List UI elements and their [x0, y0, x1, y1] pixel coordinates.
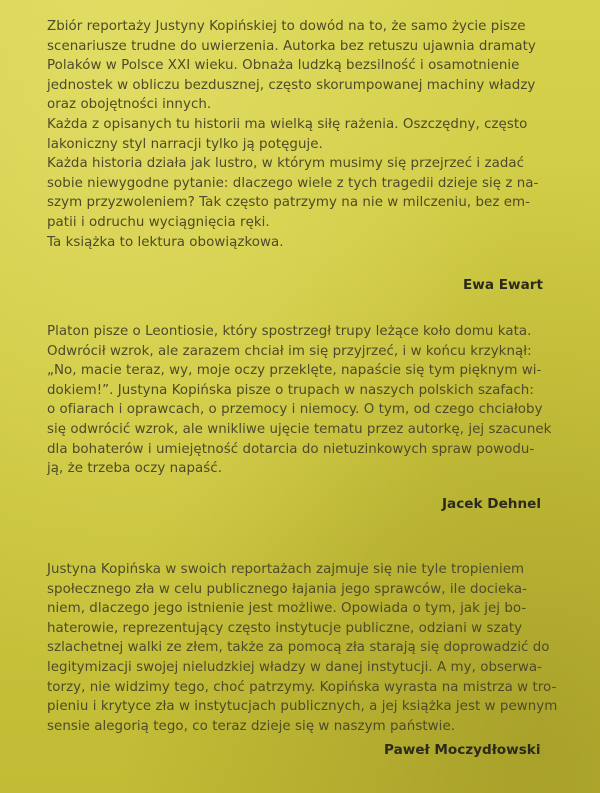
review-line: scenariusze trudne do uwierzenia. Autorka bez retuszu ujawnia dramaty	[47, 38, 536, 54]
review-line: szym przyzwoleniem? Tak często patrzymy na nie w milczeniu, bez em-	[47, 195, 530, 211]
review-text	[47, 560, 567, 736]
review-pawel-moczydlowski	[47, 560, 567, 736]
review-line: jednostek w obliczu bezdusznej, często skorumpowanej machiny władzy	[47, 77, 536, 93]
review-line: szlachetnej walki ze złem, także za pomocą zła starają się doprowadzić do	[47, 640, 550, 656]
review-line: dla bohaterów i umiejętność dotarcia do nietuzinkowych spraw powodu-	[47, 441, 535, 457]
review-jacek-dehnel	[47, 322, 567, 479]
review-line: lakoniczny styl narracji tylko ją potęguje.	[47, 136, 323, 152]
review-line: Polaków w Polsce XXI wieku. Obnaża ludzką bezsilność i osamotnienie	[47, 58, 520, 74]
review-author: Paweł Moczydłowski	[384, 742, 541, 758]
review-text	[47, 322, 567, 479]
review-line: Zbiór reportaży Justyny Kopińskiej to dowód na to, że samo życie pisze	[47, 19, 526, 34]
review-line: Odwrócił wzrok, ale zarazem chciał im się przyjrzeć, i w końcu krzyknął:	[47, 343, 532, 359]
review-line: społecznego zła w celu publicznego łajania jego sprawców, ile docieka-	[47, 581, 528, 597]
review-line: o ofiarach i oprawcach, o przemocy i niemocy. O tym, od czego chciałoby	[47, 402, 543, 418]
review-line: sensie alegorią tego, co teraz dzieje się w naszym państwie.	[47, 718, 456, 734]
review-line: legitymizacji swojej nieludzkiej władzy w danej instytucji. A my, obserwa-	[47, 659, 543, 675]
review-line: Każda historia działa jak lustro, w którym musimy się przejrzeć i zadać	[47, 156, 525, 172]
review-ewa-ewart	[47, 17, 567, 252]
review-line: się odwrócić wzrok, ale wnikliwe ujęcie tematu przez autorkę, jej szacunek	[47, 421, 552, 437]
review-author: Jacek Dehnel	[442, 496, 542, 512]
review-line: oraz obojętności innych.	[47, 97, 212, 113]
review-line: haterowie, reprezentujący często instytucje publiczne, odziani w szaty	[47, 620, 523, 636]
review-line: Platon pisze o Leontiosie, który spostrzegł trupy leżące koło domu kata.	[47, 324, 532, 339]
review-line: Ta książka to lektura obowiązkowa.	[47, 234, 284, 250]
review-line: Każda z opisanych tu historii ma wielką siłę rażenia. Oszczędny, często	[47, 116, 528, 132]
review-line: pieniu i krytyce zła w instytucjach publicznych, a jej książka jest w pewnym	[47, 699, 558, 715]
review-line: sobie niewygodne pytanie: dlaczego wiele z tych tragedii dzieje się z na-	[47, 175, 539, 191]
review-line: torzy, nie widzimy tego, choć patrzymy. Kopińska wyrasta na mistrza w tro-	[47, 679, 557, 695]
review-author: Ewa Ewart	[463, 277, 543, 293]
review-line: patii i odruchu wyciągnięcia ręki.	[47, 214, 270, 230]
review-line: ją, że trzeba oczy napaść.	[47, 461, 223, 477]
review-line: niem, dlaczego jego istnienie jest możliwe. Opowiada o tym, jak jej bo-	[47, 601, 527, 617]
review-text	[47, 17, 567, 252]
review-line: Justyna Kopińska w swoich reportażach zajmuje się nie tyle tropieniem	[47, 562, 525, 577]
review-line: „No, macie teraz, wy, moje oczy przeklęte, napaście się tym pięknym wi-	[47, 363, 542, 379]
review-line: dokiem!”. Justyna Kopińska pisze o trupach w naszych polskich szafach:	[47, 382, 534, 398]
